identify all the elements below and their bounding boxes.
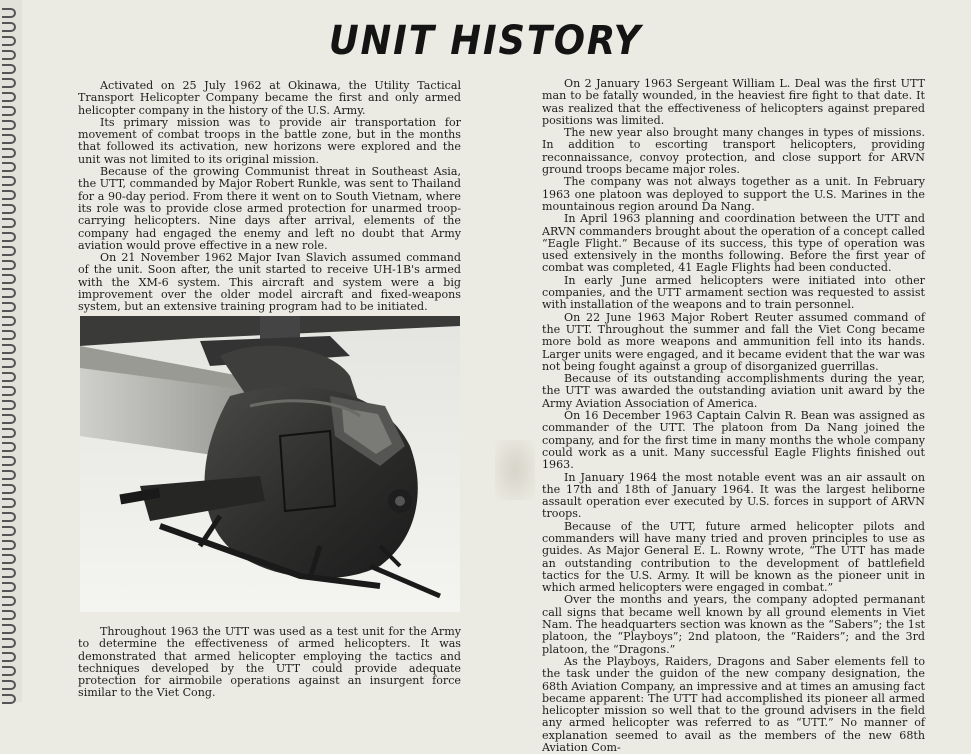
spiral-loop <box>2 582 16 592</box>
paragraph: On 21 November 1962 Major Ivan Slavich assumed command of the unit. Soon after, the unit started to receive UH-1B's armed with the XM-6 system. This aircraft and system were a big improvement over the older model aircraft and fixed-weapons system, but an extensive training program had to be initiated. <box>78 251 461 314</box>
spiral-loop <box>2 78 16 88</box>
spiral-loop <box>2 316 16 326</box>
paragraph: Over the months and years, the company adopted permanant call signs that became well known by all ground elements in Viet Nam. The headquarters section was known as the “Sabers”; the 1st platoon, the “Playboys”; 2nd platoon, the “Raiders”; and the 3rd platoon, the “Dragons.” <box>542 593 925 656</box>
spiral-loop <box>2 498 16 508</box>
paragraph: In early June armed helicopters were initiated into other companies, and the UTT armament section was requested to assist with installation of the weapons and to train personnel. <box>542 273 925 312</box>
spiral-loop <box>2 386 16 396</box>
spiral-loop <box>2 190 16 200</box>
spiral-loop <box>2 652 16 662</box>
spiral-loop <box>2 358 16 368</box>
spiral-loop <box>2 288 16 298</box>
spiral-loop <box>2 638 16 648</box>
spiral-loop <box>2 596 16 606</box>
paragraph: The company was not always together as a unit. In February 1963 one platoon was deployed to support the U.S. Marines in the mountainous region around Da Nang. <box>542 175 925 213</box>
paragraph: On 22 June 1963 Major Robert Reuter assumed command of the UTT. Throughout the summer and fall the Viet Cong became more bold as more weapons and ammunition fell into its hands. Larger units were engaged, and it became evident that the war was not being fought against a group of disorganized guerrillas. <box>542 310 925 373</box>
page-title: UNIT HISTORY <box>328 18 643 64</box>
spiral-loop <box>2 302 16 312</box>
spiral-loop <box>2 120 16 130</box>
spiral-loop <box>2 694 16 704</box>
spiral-loop <box>2 484 16 494</box>
paragraph: As the Playboys, Raiders, Dragons and Saber elements fell to the task under the guidon of the new company designation, the 68th Aviation Company, an impressive and at times an amusing fact became apparent: The UTT had accomplished its pioneer all armed helicopter mission so well that to the ground advisers in the field any armed helicopter was referred to as “UTT.” No manner of explanation seemed to avail as the members of the new 68th Aviation Com- <box>542 654 925 754</box>
spiral-loop <box>2 470 16 480</box>
spiral-loop <box>2 246 16 256</box>
spiral-loop <box>2 512 16 522</box>
spiral-loop <box>2 22 16 32</box>
paragraph: Because of the growing Communist threat in Southeast Asia, the UTT, commanded by Major Robert Runkle, was sent to Thailand for a 90-day period. From there it went on to South Vietnam, where its role was to provide close armed protection for unarmed troop-carrying helicopters. Nine days after arrival, elements of the company had engaged the enemy and left no doubt that Army aviation would prove effective in a new role. <box>78 165 461 252</box>
spiral-loop <box>2 526 16 536</box>
spiral-loop <box>2 232 16 242</box>
left-column-top-text <box>78 80 461 314</box>
spiral-loop <box>2 414 16 424</box>
paragraph: In April 1963 planning and coordination between the UTT and ARVN commanders brought about the operation of a concept called “Eagle Flight.” Because of its success, this type of operation was used extensively in the months following. Before the first year of combat was completed, 41 Eagle Flights had been conducted. <box>542 212 925 275</box>
spiral-loop <box>2 400 16 410</box>
paragraph: Because of its outstanding accomplishments during the year, the UTT was awarded the outstanding aviation unit award by the Army Aviation Association of America. <box>542 372 925 410</box>
spiral-loop <box>2 456 16 466</box>
spiral-loop <box>2 680 16 690</box>
paper-smudge <box>495 440 535 500</box>
helicopter-illustration <box>80 316 460 612</box>
spiral-loop <box>2 8 16 18</box>
right-column-text <box>542 78 925 754</box>
spiral-loop <box>2 344 16 354</box>
spiral-loop <box>2 554 16 564</box>
spiral-loop <box>2 218 16 228</box>
spiral-loop <box>2 106 16 116</box>
spiral-loop <box>2 36 16 46</box>
spiral-loop <box>2 442 16 452</box>
spiral-loop <box>2 568 16 578</box>
spiral-loop <box>2 64 16 74</box>
spiral-loop <box>2 162 16 172</box>
spiral-loop <box>2 134 16 144</box>
spiral-loop <box>2 204 16 214</box>
spiral-loop <box>2 50 16 60</box>
paragraph: Because of the UTT, future armed helicopter pilots and commanders will have many tried and proven principles to use as guides. As Major General E. L. Rowny wrote, “The UTT has made an outstanding contribution to the development of battlefield tactics for the U.S. Army. It will be known as the pioneer unit in which armed helicopters were engaged in combat.” <box>542 519 925 595</box>
spiral-loop <box>2 624 16 634</box>
spiral-loop <box>2 372 16 382</box>
spiral-loop <box>2 176 16 186</box>
spiral-loop <box>2 274 16 284</box>
paragraph: Its primary mission was to provide air transportation for movement of combat troops in the battle zone, but in the months that followed its activation, new horizons were explored and the unit was not limited to its original mission. <box>78 115 461 166</box>
paragraph: The new year also brought many changes in types of missions. In addition to escorting transport helicopters, providing reconnaissance, convoy protection, and close support for ARVN ground troops became major roles. <box>542 126 925 177</box>
spiral-binding <box>0 0 22 702</box>
left-column-bottom-text <box>78 626 461 700</box>
spiral-loop <box>2 428 16 438</box>
paragraph: On 2 January 1963 Sergeant William L. Deal was the first UTT man to be fatally wounded, in the heaviest fire fight to that date. It was realized that the effectiveness of helicopters against prepared positions was limited. <box>542 77 925 127</box>
helicopter-photo <box>80 316 460 612</box>
spiral-loop <box>2 148 16 158</box>
spiral-loop <box>2 610 16 620</box>
paragraph: On 16 December 1963 Captain Calvin R. Bean was assigned as commander of the UTT. The platoon from Da Nang joined the company, and for the first time in many months the whole company could work as a unit. Many successful Eagle Flights finished out 1963. <box>542 409 925 472</box>
spiral-loop <box>2 260 16 270</box>
paragraph: Throughout 1963 the UTT was used as a test unit for the Army to determine the effectiveness of armed helicopters. It was demonstrated that armed helicopter employing the tactics and techniques developed by the UTT could provide adequate protection for airmobile operations against an insurgent force similar to the Viet Cong. <box>78 625 461 700</box>
spiral-loop <box>2 540 16 550</box>
spiral-loop <box>2 666 16 676</box>
paragraph: In January 1964 the most notable event was an air assault on the 17th and 18th of January 1964. It was the largest heliborne assault operation ever executed by U.S. forces in support of ARVN troops. <box>542 470 925 521</box>
spiral-loop <box>2 330 16 340</box>
paragraph: Activated on 25 July 1962 at Okinawa, the Utility Tactical Transport Helicopter Company became the first and only armed helicopter company in the history of the U.S. Army. <box>78 79 461 117</box>
spiral-loop <box>2 92 16 102</box>
